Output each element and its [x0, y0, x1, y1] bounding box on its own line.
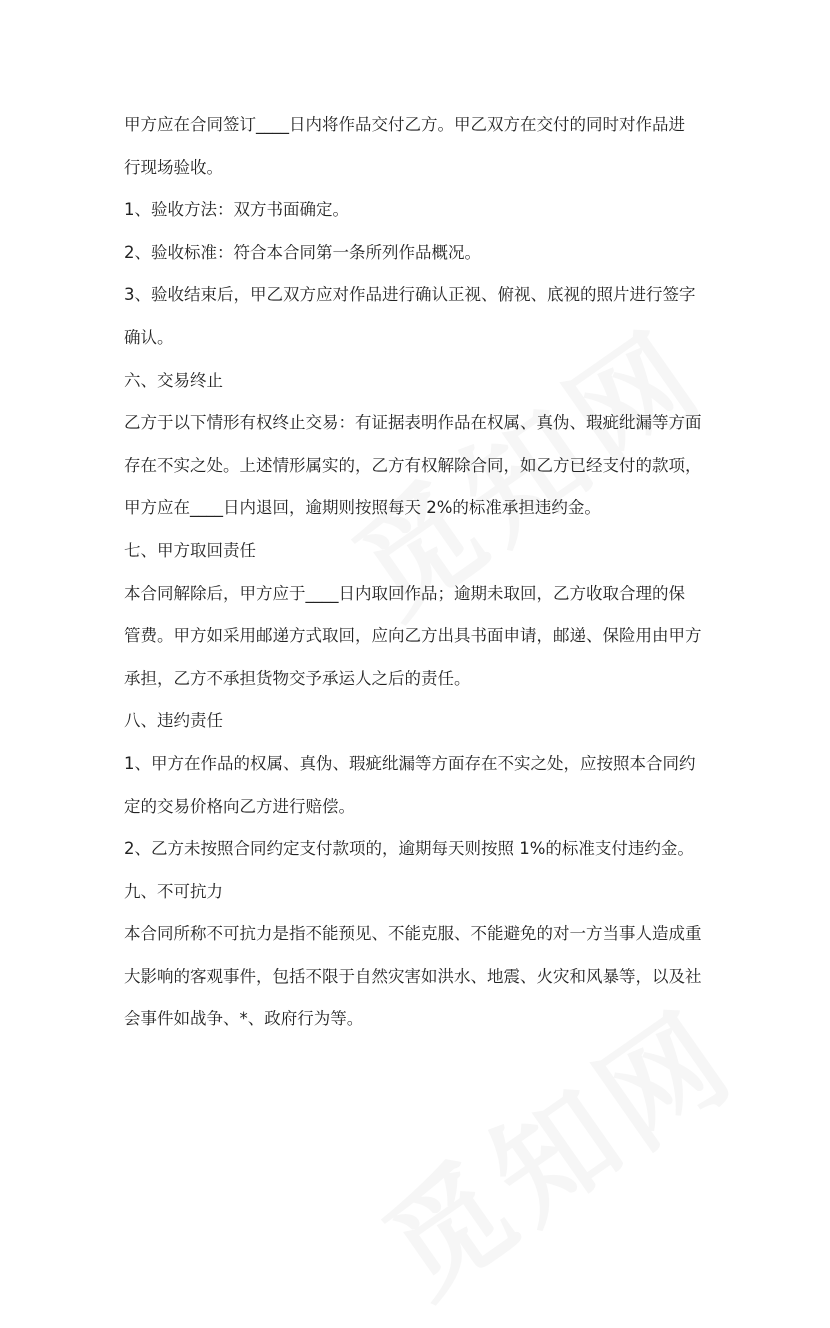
paragraph-line: 承担，乙方不承担货物交予承运人之后的责任。 — [124, 668, 471, 688]
paragraph-line: 大影响的客观事件，包括不限于自然灾害如洪水、地震、火灾和风暴等，以及社 — [124, 966, 702, 986]
paragraph-line: 管费。甲方如采用邮递方式取回，应向乙方出具书面申请，邮递、保险用由甲方 — [124, 626, 702, 646]
list-item: 1、验收方法：双方书面确定。 — [124, 200, 349, 220]
list-item-continuation: 定的交易价格向乙方进行赔偿。 — [124, 796, 355, 816]
list-item: 1、甲方在作品的权属、真伪、瑕疵纰漏等方面存在不实之处，应按照本合同约 — [124, 753, 696, 773]
paragraph-line: 甲方应在合同签订____日内将作品交付乙方。甲乙双方在交付的同时对作品进 — [124, 115, 685, 134]
list-item-continuation: 确认。 — [124, 327, 174, 347]
section-heading-force-majeure: 九、不可抗力 — [124, 881, 223, 901]
paragraph-line: 存在不实之处。上述情形属实的，乙方有权解除合同，如乙方已经支付的款项， — [124, 455, 702, 475]
section-heading-retrieval: 七、甲方取回责任 — [124, 540, 256, 560]
paragraph-line: 甲方应在____日内退回，逾期则按照每天 2%的标准承担违约金。 — [124, 498, 601, 518]
paragraph-line: 本合同所称不可抗力是指不能预见、不能克服、不能避免的对一方当事人造成重 — [124, 924, 702, 944]
list-item: 2、乙方未按照合同约定支付款项的，逾期每天则按照 1%的标准支付违约金。 — [124, 839, 694, 859]
section-heading-termination: 六、交易终止 — [124, 370, 223, 390]
paragraph-line: 乙方于以下情形有权终止交易：有证据表明作品在权属、真伪、瑕疵纰漏等方面 — [124, 413, 702, 433]
paragraph-line: 会事件如战争、*、政府行为等。 — [124, 1009, 364, 1029]
list-item: 2、验收标准：符合本合同第一条所列作品概况。 — [124, 242, 481, 262]
paragraph-line: 本合同解除后，甲方应于____日内取回作品；逾期未取回，乙方收取合理的保 — [124, 583, 685, 603]
document-body — [124, 104, 724, 1041]
list-item: 3、验收结束后，甲乙双方应对作品进行确认正视、俯视、底视的照片进行签字 — [124, 285, 696, 305]
section-heading-liability: 八、违约责任 — [124, 711, 223, 731]
paragraph-line: 行现场验收。 — [124, 157, 223, 177]
